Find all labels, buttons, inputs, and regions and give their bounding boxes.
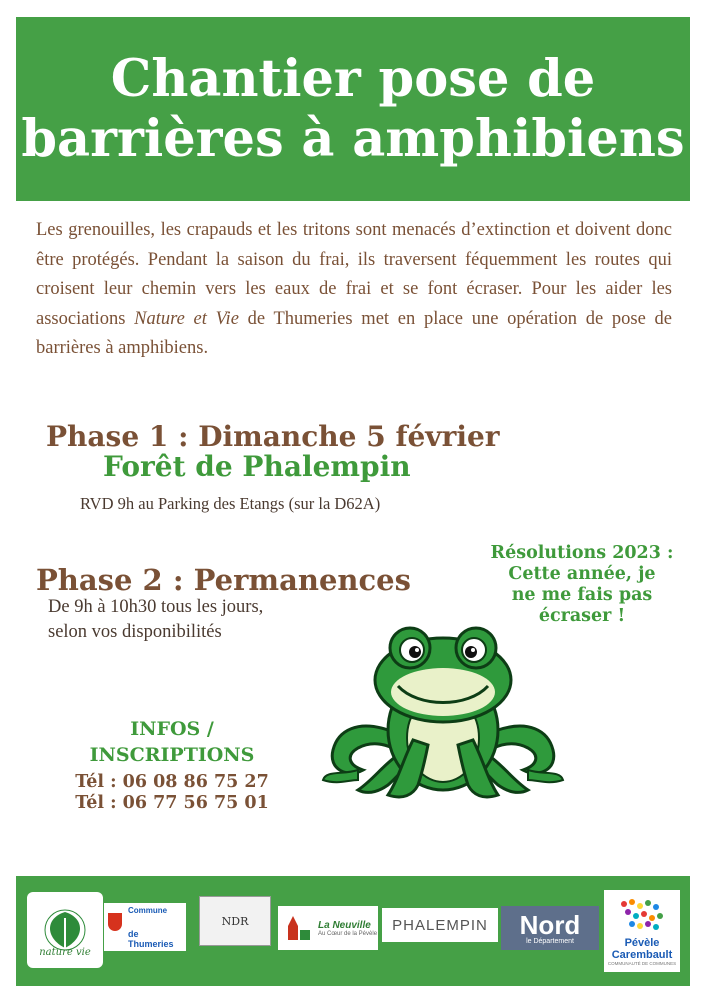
dots-icon [618, 898, 666, 932]
title-line-1: Chantier pose de [110, 49, 596, 109]
shield-icon [108, 913, 122, 931]
title-banner [16, 17, 690, 201]
nature-et-vie-logo [27, 892, 103, 968]
phase1-meeting: RVD 9h au Parking des Etangs (sur la D62A) [80, 494, 381, 513]
frog-illustration [318, 620, 568, 810]
phase1-title: Phase 1 : Dimanche 5 février [46, 420, 500, 453]
partner-logos-footer [16, 876, 690, 986]
resolution-line-3: ne me fais pas [511, 585, 653, 605]
la-neuville-logo [278, 906, 378, 950]
phone-2: Tél : 06 77 56 75 01 [75, 793, 269, 813]
resolution-line-1: Résolutions 2023 : [490, 543, 674, 563]
nature-et-vie-text: nature vie [39, 947, 91, 958]
ndr-logo: NDR [199, 896, 271, 946]
pevele-text-1: Pévèle [624, 937, 660, 949]
phase2-title: Phase 2 : Permanences [36, 563, 411, 597]
leaf-icon [40, 908, 90, 952]
intro-text-end: de Thumeries met en place une opération de pose de barrières à amphibiens. [36, 308, 672, 358]
intro-text: Les grenouilles, les crapauds et les tritons sont menacés d’extinction et doivent donc être protégés. Pendant la saison du frai, ils traversent féquemment les routes qui croisent leur chemin vers les eaux de frai et se font écraser. Pour les aider les associations [36, 220, 672, 329]
intro-association-name: Nature et Vie [134, 308, 239, 329]
nord-sub: le Département [526, 937, 574, 945]
infos-line-1: INFOS / [130, 718, 214, 740]
pevele-text-2: Carembault [611, 949, 673, 961]
phase2-line-1: De 9h à 10h30 tous les jours, [48, 597, 264, 617]
nord-logo [501, 906, 599, 950]
thumeries-logo [104, 903, 186, 951]
phalempin-logo: PHALEMPIN [382, 908, 498, 942]
infos-heading [60, 716, 284, 768]
intro-paragraph [36, 216, 672, 364]
church-icon [286, 914, 312, 942]
pevele-text-3: COMMUNAUTÉ DE COMMUNES [607, 961, 677, 966]
phase2-line-2: selon vos disponibilités [48, 622, 222, 642]
phase1-location: Forêt de Phalempin [103, 450, 411, 483]
pevele-carembault-logo [604, 890, 680, 972]
resolution-line-4: écraser ! [538, 606, 626, 626]
thumeries-text-2: de Thumeries [128, 928, 174, 949]
resolution-text [472, 543, 692, 627]
thumeries-text-1: Commune [128, 905, 168, 915]
phone-1: Tél : 06 08 86 75 27 [75, 772, 269, 792]
la-neuville-text: La Neuville [318, 919, 371, 931]
infos-line-2: INSCRIPTIONS [89, 744, 255, 766]
title-line-2: barrières à amphibiens [21, 109, 685, 169]
resolution-line-2: Cette année, je [508, 564, 656, 584]
la-neuville-sub: Au Cœur de la Pévèle [318, 930, 378, 937]
nord-text: Nord [519, 909, 581, 940]
